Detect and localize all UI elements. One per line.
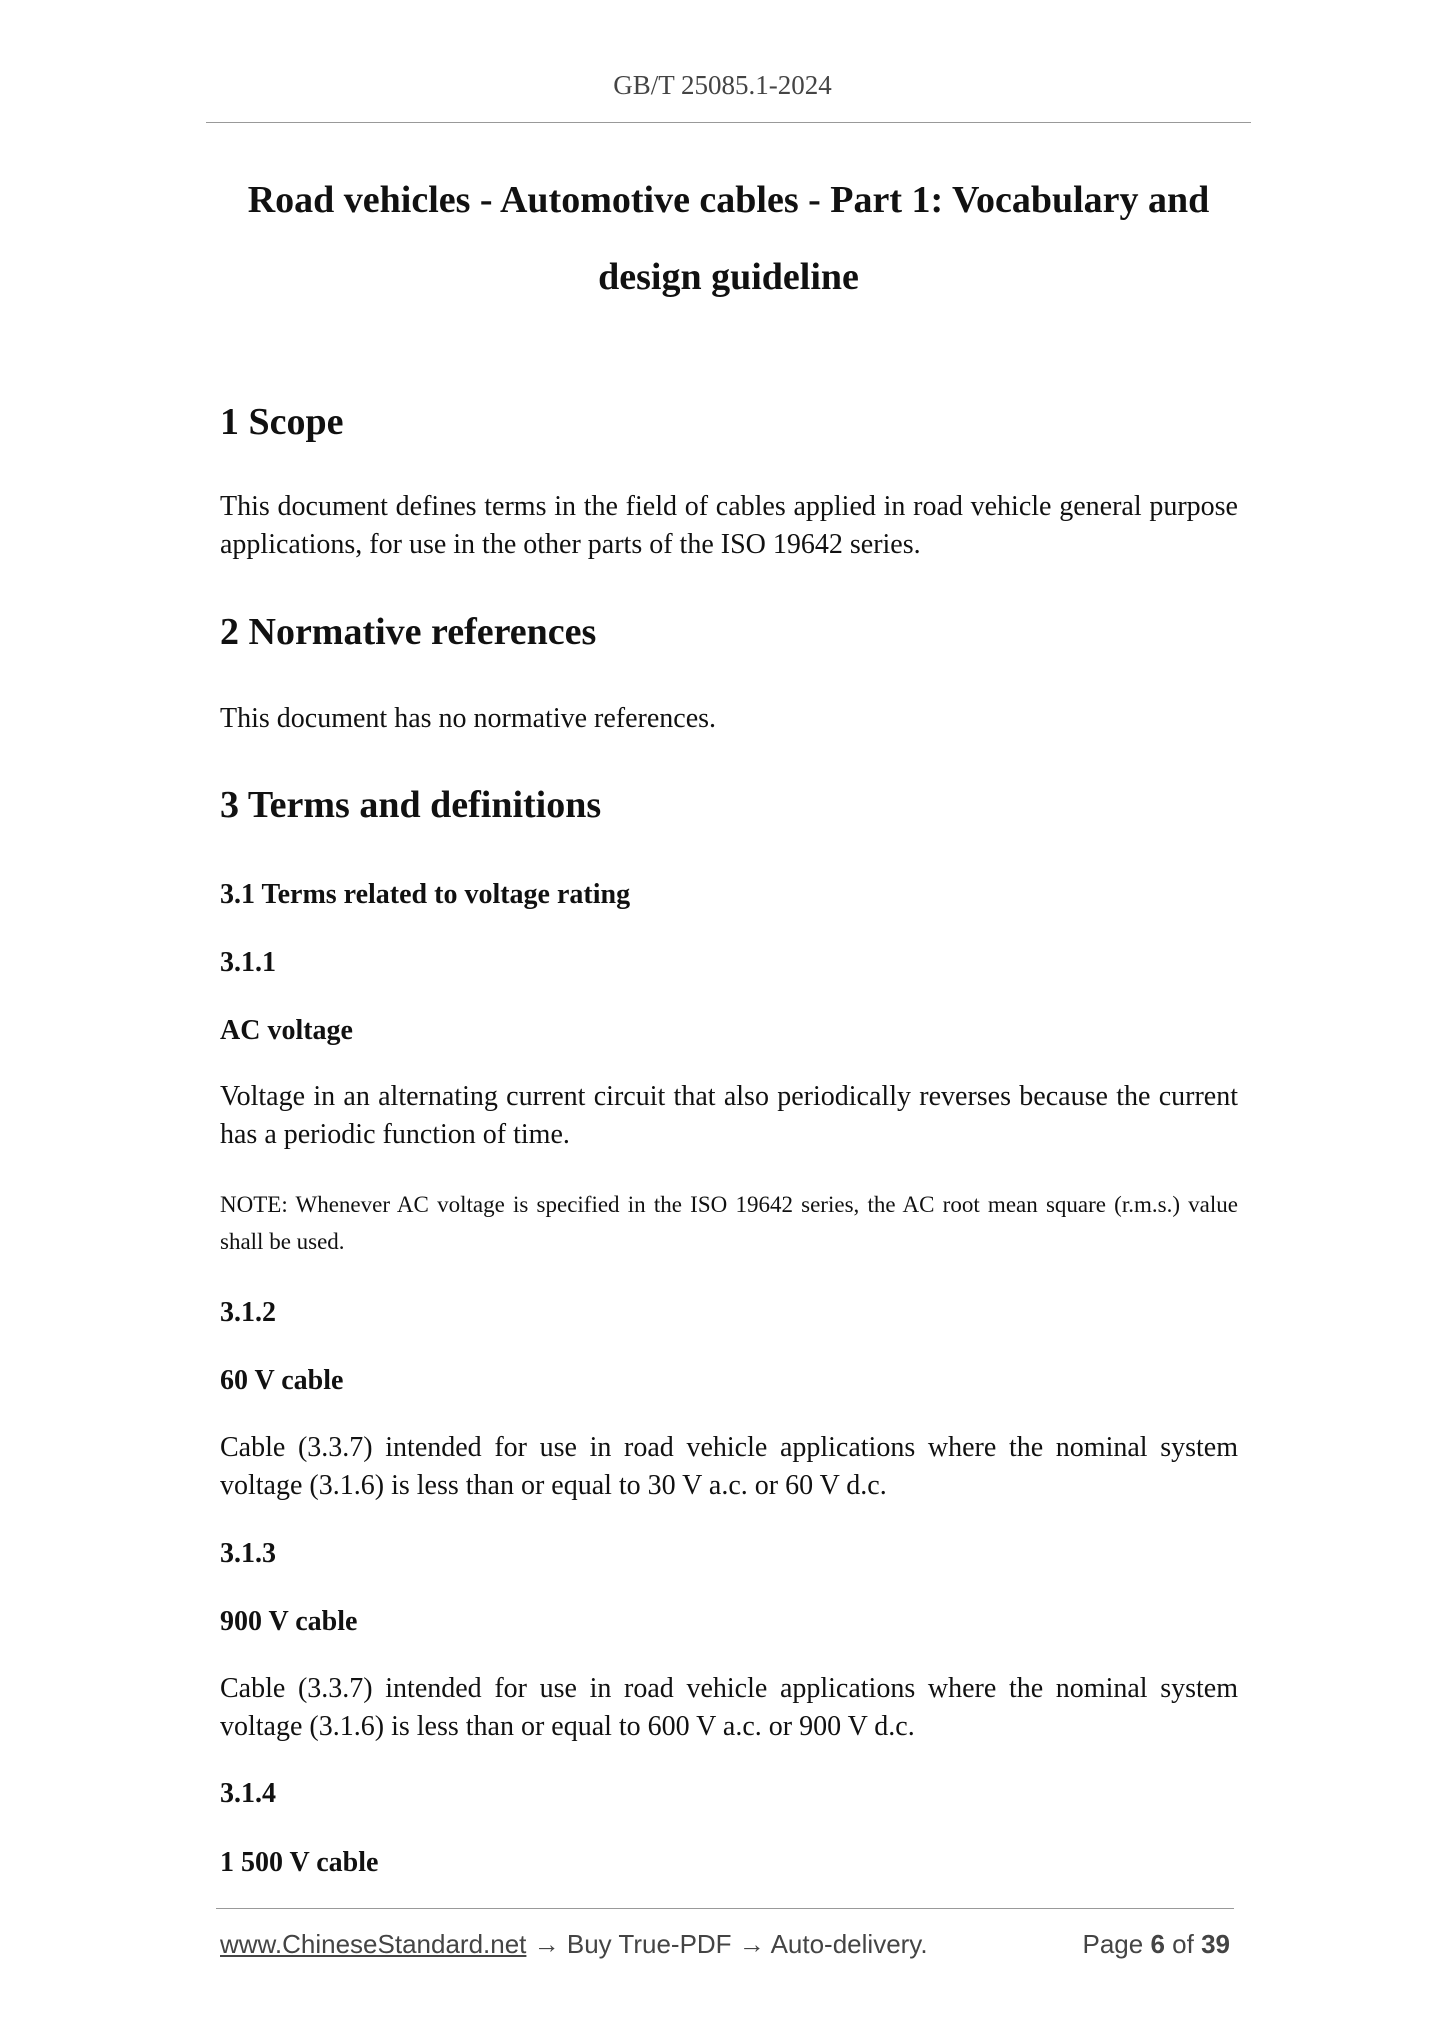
- footer-website-link[interactable]: www.ChineseStandard.net: [220, 1929, 527, 1959]
- of-word: of: [1172, 1929, 1194, 1959]
- terms-voltage-rating-subheading: 3.1 Terms related to voltage rating: [220, 879, 631, 910]
- term-60v-cable: 60 V cable: [220, 1365, 344, 1396]
- term-number-3-1-4: 3.1.4: [220, 1778, 276, 1809]
- term-ac-voltage: AC voltage: [220, 1015, 353, 1046]
- scope-body: This document defines terms in the field of cables applied in road vehicle general purpose applications, for use in the other parts of the ISO 19642 series.: [220, 491, 1238, 560]
- footer-promo: [220, 1926, 928, 1962]
- header-divider: [206, 122, 1251, 123]
- term-1500v-cable: 1 500 V cable: [220, 1847, 379, 1878]
- term-number-3-1-1: 3.1.1: [220, 947, 276, 978]
- footer-divider: [216, 1908, 1234, 1909]
- normative-references-heading: 2 Normative references: [220, 611, 597, 653]
- term-ac-voltage-definition: Voltage in an alternating current circuit that also periodically reverses because the current has a periodic function of time.: [220, 1081, 1238, 1150]
- term-ac-voltage-note: NOTE: Whenever AC voltage is specified in the ISO 19642 series, the AC root mean square (r.m.s.) value shall be used.: [220, 1192, 1238, 1254]
- terms-definitions-heading: 3 Terms and definitions: [220, 784, 602, 826]
- footer-promo-text: → Buy True-PDF → Auto-delivery.: [526, 1929, 928, 1959]
- page-word: Page: [1082, 1929, 1144, 1959]
- page-indicator: [1082, 1926, 1230, 1962]
- term-60v-cable-definition: Cable (3.3.7) intended for use in road vehicle applications where the nominal system voltage (3.1.6) is less than or equal to 30 V a.c. or 60 V d.c.: [220, 1432, 1238, 1501]
- document-title-line-2: design guideline: [598, 256, 859, 298]
- term-900v-cable: 900 V cable: [220, 1606, 358, 1637]
- document-title-line-1: Road vehicles - Automotive cables - Part 1: Vocabulary and: [247, 179, 1210, 221]
- term-number-3-1-3: 3.1.3: [220, 1538, 276, 1569]
- total-page-count: 39: [1201, 1929, 1230, 1959]
- term-number-3-1-2: 3.1.2: [220, 1297, 276, 1328]
- term-900v-cable-definition: Cable (3.3.7) intended for use in road vehicle applications where the nominal system voltage (3.1.6) is less than or equal to 600 V a.c. or 900 V d.c.: [220, 1673, 1238, 1742]
- current-page-number: 6: [1150, 1929, 1165, 1959]
- document-title: [206, 162, 1251, 316]
- scope-heading: 1 Scope: [220, 401, 344, 443]
- page-header-doc-id: GB/T 25085.1-2024: [613, 70, 832, 100]
- normative-references-body: This document has no normative references.: [220, 703, 717, 734]
